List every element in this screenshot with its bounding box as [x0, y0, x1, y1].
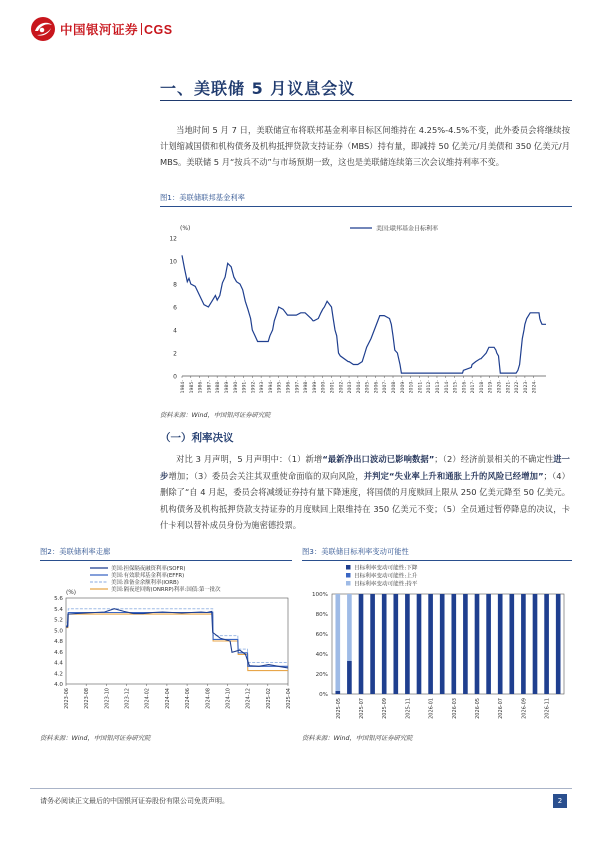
- bar-segment: [335, 594, 340, 691]
- x-tick-label: 2023-08: [84, 688, 91, 709]
- x-tick-label: 1989-: [224, 380, 230, 394]
- page-number: 2: [553, 794, 567, 808]
- bar-segment: [463, 594, 468, 694]
- bar-segment: [359, 594, 364, 694]
- x-tick-label: 2018-: [479, 380, 485, 394]
- x-tick-label: 2005-: [365, 380, 371, 394]
- footer-disclaimer: 请务必阅读正文最后的中国银河证券股份有限公司免责声明。: [40, 797, 229, 805]
- x-tick-label: 2012-: [427, 380, 433, 394]
- bar-segment: [544, 594, 549, 694]
- x-tick-label: 1987-: [207, 380, 213, 394]
- y-tick-label: 100%: [312, 592, 328, 599]
- legend-swatch: [346, 573, 351, 578]
- x-tick-label: 2021-: [506, 380, 512, 394]
- y-tick-label: 80%: [315, 612, 328, 619]
- legend-label: 美国:准备金余额利率(IORB): [111, 580, 179, 586]
- y-tick-label: 10: [169, 258, 177, 266]
- galaxy-logo-icon: [30, 16, 56, 42]
- logo-text: 中国银河证券 CGS: [60, 22, 173, 37]
- x-tick-label: 2026-09: [521, 698, 528, 719]
- bar-segment: [533, 594, 538, 694]
- x-tick-label: 2015-: [453, 380, 459, 394]
- x-tick-label: 1986-: [198, 380, 204, 394]
- decision-paragraph: 对比 3 月声明，5 月声明中：（1）新增“最新净出口波动已影响数据”；（2）经济前景相关的不确定性进一步增加；（3）委员会关注其双重使命面临的双向风险，并判定“失业率上升和通胀上升的风险已经增加”；（4）删除了“自 4 月起，委员会将减缓证券持有量下降速度，将国债的月度赎回上限从 250 亿美元降至 50 亿美元。机构债务及机构抵押贷款支持证券的月度赎回上限维持在 350 亿美元不变；（5）全员通过暂停降息的决议，卡什卡利以替补成员身份为施密德投票。: [160, 454, 570, 530]
- x-tick-label: 2019-: [488, 380, 494, 394]
- y-tick-label: 2: [173, 350, 177, 358]
- x-tick-label: 2025-05: [335, 698, 342, 719]
- x-tick-label: 2011-: [418, 380, 424, 394]
- y-tick-label: 4.4: [54, 660, 63, 667]
- bar-segment: [382, 594, 387, 694]
- figure1-caption: 图1：美联储联邦基金利率: [160, 193, 245, 202]
- x-tick-label: 2017-: [471, 380, 477, 394]
- x-tick-label: 1998-: [304, 380, 310, 394]
- x-tick-label: 1990-: [233, 380, 239, 394]
- series-line: [66, 609, 288, 668]
- x-tick-label: 1996-: [286, 380, 292, 394]
- x-tick-label: 2025-02: [265, 688, 272, 709]
- figure2-caption: 图2：美联储利率走廊: [40, 547, 111, 556]
- x-tick-label: 2024-10: [225, 688, 232, 709]
- x-tick-label: 2008-: [392, 380, 398, 394]
- x-tick-label: 1994-: [268, 380, 274, 394]
- x-tick-label: 2002-: [339, 380, 345, 394]
- bar-segment: [486, 594, 491, 694]
- figure1-source: 资料来源：Wind，中国银河证券研究院: [160, 412, 271, 419]
- bar-segment: [405, 594, 410, 694]
- bar-segment: [440, 594, 445, 694]
- x-tick-label: 2009-: [400, 380, 406, 394]
- x-tick-label: 1997-: [295, 380, 301, 394]
- x-tick-label: 1991-: [242, 380, 248, 394]
- y-tick-label: 40%: [315, 652, 328, 659]
- bar-segment: [393, 594, 398, 694]
- x-tick-label: 2024-08: [205, 688, 212, 709]
- x-tick-label: 2024-: [532, 380, 538, 394]
- y-axis-unit: (%): [180, 225, 191, 232]
- y-tick-label: 4: [173, 327, 177, 335]
- y-tick-label: 4.2: [54, 671, 63, 678]
- section-divider: [160, 100, 572, 101]
- x-tick-label: 1993-: [260, 380, 266, 394]
- x-tick-label: 2004-: [356, 380, 362, 394]
- bar-segment: [428, 594, 433, 694]
- x-tick-label: 2023-10: [104, 688, 111, 709]
- y-tick-label: 20%: [315, 672, 328, 679]
- legend-swatch: [346, 581, 351, 586]
- bar-segment: [556, 594, 561, 694]
- x-tick-label: 2022-: [515, 380, 521, 394]
- section-title: 一、美联储 5 月议息会议: [160, 79, 356, 98]
- bar-segment: [335, 691, 340, 694]
- x-tick-label: 2025-09: [382, 698, 389, 719]
- bar-segment: [521, 594, 526, 694]
- y-tick-label: 0%: [319, 692, 328, 699]
- figure3-source: 资料来源：Wind，中国银河证券研究院: [302, 735, 413, 742]
- x-tick-label: 2001-: [330, 380, 336, 394]
- rate-change-probability-chart: [302, 562, 572, 734]
- y-tick-label: 5.4: [54, 606, 63, 613]
- x-tick-label: 2023-06: [64, 688, 70, 709]
- figure3-caption: 图3：美联储目标利率变动可能性: [302, 547, 409, 556]
- y-axis-unit: (%): [66, 590, 77, 596]
- bar-segment: [498, 594, 503, 694]
- subsection-title: （一）利率决议: [160, 432, 234, 444]
- legend-swatch: [346, 565, 351, 570]
- x-tick-label: 1988-: [216, 380, 222, 394]
- y-tick-label: 5.6: [54, 596, 63, 603]
- x-tick-label: 2024-12: [245, 688, 252, 709]
- legend-label: 美国:担保隔夜融资利率(SOFR): [111, 566, 186, 572]
- bar-segment: [417, 594, 422, 694]
- x-tick-label: 2024-06: [185, 688, 192, 709]
- x-tick-label: 2010-: [409, 380, 415, 394]
- rate-corridor-chart: [40, 562, 292, 734]
- x-tick-label: 2026-01: [428, 698, 435, 719]
- series-line: [66, 609, 288, 663]
- figure1-rule: [160, 206, 572, 207]
- x-tick-label: 2023-: [523, 380, 529, 394]
- x-tick-label: 2025-07: [359, 698, 365, 719]
- x-tick-label: 2026-05: [475, 698, 481, 719]
- x-tick-label: 2024-02: [144, 688, 151, 709]
- bar-segment: [451, 594, 456, 694]
- y-tick-label: 5.0: [54, 628, 63, 635]
- legend-label: 目标利率变动可能性:持平: [354, 581, 418, 588]
- y-tick-label: 4.6: [54, 649, 63, 656]
- x-tick-label: 2026-07: [498, 698, 505, 719]
- x-tick-label: 1992-: [251, 380, 257, 394]
- y-tick-label: 6: [173, 304, 177, 312]
- bar-segment: [347, 594, 352, 661]
- x-tick-label: 2025-11: [405, 698, 412, 719]
- x-tick-label: 2014-: [444, 380, 450, 394]
- figure2-rule: [40, 560, 292, 561]
- x-tick-label: 1999-: [312, 380, 318, 394]
- x-tick-label: 2020-: [497, 380, 503, 394]
- bar-segment: [347, 661, 352, 694]
- x-tick-label: 2026-03: [451, 698, 458, 719]
- brand-logo: [30, 14, 180, 44]
- y-tick-label: 60%: [315, 632, 328, 639]
- x-tick-label: 2003-: [348, 380, 354, 394]
- x-tick-label: 2007-: [383, 380, 389, 394]
- x-tick-label: 2000-: [321, 380, 327, 394]
- legend-label: 美国:隔夜逆回购(ONRRP)利率:国债:第一批次: [111, 587, 221, 593]
- x-tick-label: 2016-: [462, 380, 468, 394]
- figure3-rule: [302, 560, 572, 561]
- figure2-source: 资料来源：Wind，中国银河证券研究院: [40, 735, 151, 742]
- legend-label: 美国:联邦基金目标利率: [376, 225, 439, 233]
- x-tick-label: 2024-04: [164, 688, 171, 709]
- x-tick-label: 2006-: [374, 380, 380, 394]
- x-tick-label: 1995-: [277, 380, 283, 394]
- footer-divider: [30, 788, 572, 789]
- legend-label: 美国:有效联邦基金利率(EFFR): [111, 573, 185, 579]
- intro-paragraph: 当地时间 5 月 7 日，美联储宣布将联邦基金利率目标区间维持在 4.25%-4.5%不变，此外委员会将继续按计划缩减国债和机构债务及机构抵押贷款支持证券（MBS）持有量，即减持 50 亿美元/月美债和 350 亿美元/月 MBS。美联储 5 月“按兵不动”与市场预期一致，这也是美联储连续第三次会议维持利率不变。: [160, 125, 570, 167]
- y-tick-label: 5.2: [54, 617, 63, 624]
- x-tick-label: 2023-12: [124, 688, 131, 709]
- bar-segment: [475, 594, 480, 694]
- bar-segment: [370, 594, 375, 694]
- x-tick-label: 1985-: [189, 380, 195, 394]
- y-tick-label: 4.8: [54, 639, 63, 646]
- legend-label: 目标利率变动可能性:上升: [354, 573, 418, 580]
- y-tick-label: 8: [173, 281, 177, 289]
- x-tick-label: 1984-: [181, 380, 186, 394]
- series-line-fed-funds: [182, 255, 546, 373]
- bar-segment: [509, 594, 514, 694]
- x-tick-label: 2025-04: [286, 688, 292, 709]
- y-tick-label: 0: [173, 373, 177, 381]
- x-tick-label: 2026-11: [544, 698, 551, 719]
- legend-label: 目标利率变动可能性:下降: [354, 565, 418, 572]
- y-tick-label: 12: [169, 235, 177, 243]
- plot-frame: [332, 594, 564, 694]
- series-line: [66, 613, 288, 667]
- y-tick-label: 4.0: [54, 682, 63, 689]
- fed-funds-rate-chart: [160, 212, 572, 397]
- x-tick-label: 2013-: [435, 380, 441, 394]
